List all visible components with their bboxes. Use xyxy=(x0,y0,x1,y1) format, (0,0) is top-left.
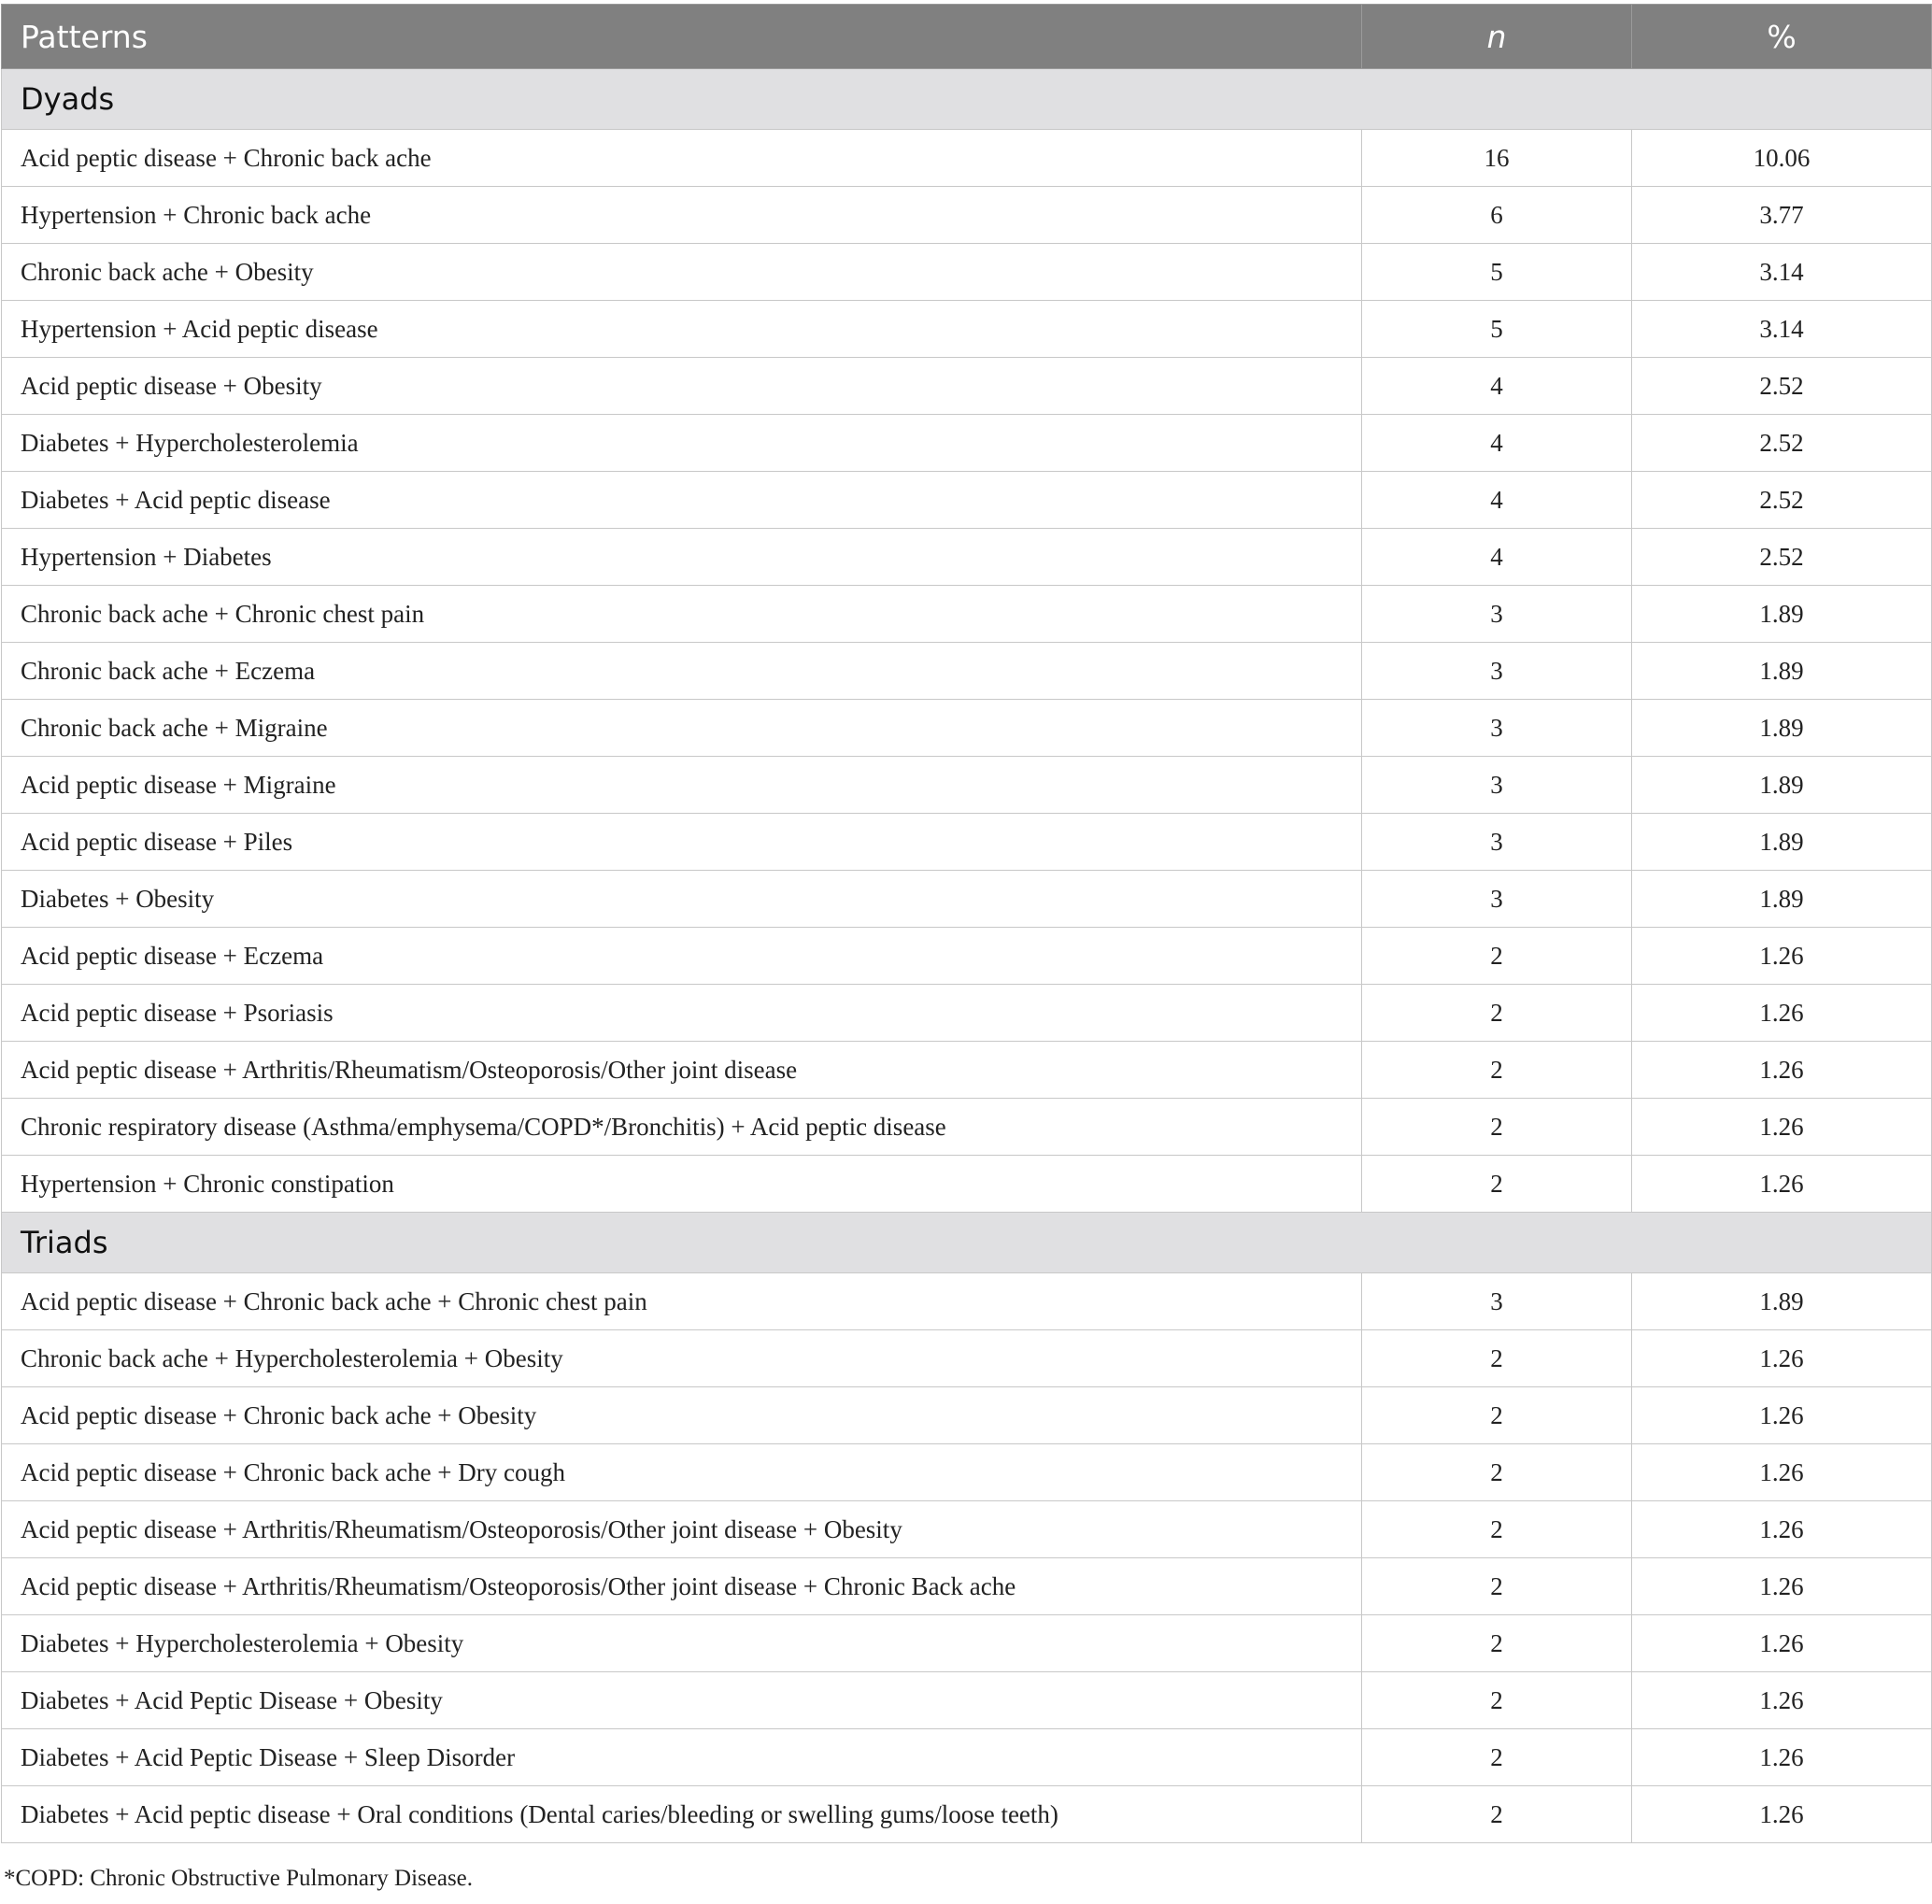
pattern-cell: Acid peptic disease + Arthritis/Rheumatism/Osteoporosis/Other joint disease + Obesity xyxy=(2,1501,1362,1558)
n-cell: 2 xyxy=(1362,1387,1632,1444)
table-row xyxy=(2,415,1932,472)
n-cell: 2 xyxy=(1362,1042,1632,1099)
pattern-cell: Acid peptic disease + Arthritis/Rheumatism/Osteoporosis/Other joint disease xyxy=(2,1042,1362,1099)
table-row xyxy=(2,1729,1932,1786)
table-body xyxy=(2,69,1932,1843)
table-row xyxy=(2,358,1932,415)
pattern-cell: Chronic back ache + Chronic chest pain xyxy=(2,586,1362,643)
n-cell: 3 xyxy=(1362,871,1632,928)
n-cell: 2 xyxy=(1362,1156,1632,1213)
n-cell: 2 xyxy=(1362,1786,1632,1843)
pattern-cell: Diabetes + Hypercholesterolemia xyxy=(2,415,1362,472)
n-cell: 2 xyxy=(1362,1672,1632,1729)
n-cell: 3 xyxy=(1362,643,1632,700)
table-row xyxy=(2,814,1932,871)
pattern-cell: Diabetes + Acid Peptic Disease + Obesity xyxy=(2,1672,1362,1729)
n-cell: 3 xyxy=(1362,700,1632,757)
percent-cell: 1.89 xyxy=(1632,643,1932,700)
percent-cell: 1.26 xyxy=(1632,1615,1932,1672)
pattern-cell: Acid peptic disease + Chronic back ache + Obesity xyxy=(2,1387,1362,1444)
header-row xyxy=(2,5,1932,69)
percent-cell: 1.89 xyxy=(1632,757,1932,814)
percent-cell: 3.14 xyxy=(1632,244,1932,301)
table-container xyxy=(0,4,1932,1843)
pattern-cell: Chronic back ache + Obesity xyxy=(2,244,1362,301)
pattern-cell: Hypertension + Acid peptic disease xyxy=(2,301,1362,358)
table-row xyxy=(2,130,1932,187)
percent-cell: 1.26 xyxy=(1632,1558,1932,1615)
pattern-cell: Diabetes + Acid peptic disease xyxy=(2,472,1362,529)
n-cell: 2 xyxy=(1362,1099,1632,1156)
n-cell: 5 xyxy=(1362,244,1632,301)
table-row xyxy=(2,244,1932,301)
n-cell: 2 xyxy=(1362,928,1632,985)
percent-cell: 1.89 xyxy=(1632,814,1932,871)
pattern-cell: Acid peptic disease + Migraine xyxy=(2,757,1362,814)
percent-cell: 1.89 xyxy=(1632,700,1932,757)
pattern-cell: Acid peptic disease + Obesity xyxy=(2,358,1362,415)
pattern-cell: Hypertension + Chronic constipation xyxy=(2,1156,1362,1213)
table-row xyxy=(2,1156,1932,1213)
n-cell: 4 xyxy=(1362,358,1632,415)
column-header-n: n xyxy=(1362,5,1632,69)
percent-cell: 2.52 xyxy=(1632,358,1932,415)
table-row xyxy=(2,1330,1932,1387)
table-row xyxy=(2,1501,1932,1558)
n-cell: 2 xyxy=(1362,1501,1632,1558)
n-cell: 2 xyxy=(1362,1558,1632,1615)
pattern-cell: Acid peptic disease + Psoriasis xyxy=(2,985,1362,1042)
table-row xyxy=(2,529,1932,586)
pattern-cell: Chronic back ache + Migraine xyxy=(2,700,1362,757)
table-row xyxy=(2,187,1932,244)
n-cell: 6 xyxy=(1362,187,1632,244)
n-cell: 16 xyxy=(1362,130,1632,187)
table-row xyxy=(2,1099,1932,1156)
n-cell: 2 xyxy=(1362,1330,1632,1387)
n-cell: 3 xyxy=(1362,814,1632,871)
table-row xyxy=(2,928,1932,985)
percent-cell: 1.26 xyxy=(1632,1672,1932,1729)
percent-cell: 1.26 xyxy=(1632,1729,1932,1786)
percent-cell: 10.06 xyxy=(1632,130,1932,187)
percent-cell: 3.77 xyxy=(1632,187,1932,244)
pattern-cell: Diabetes + Acid Peptic Disease + Sleep Disorder xyxy=(2,1729,1362,1786)
table-row xyxy=(2,472,1932,529)
table-row xyxy=(2,871,1932,928)
n-cell: 3 xyxy=(1362,1273,1632,1330)
section-title: Triads xyxy=(2,1213,1932,1273)
n-cell: 4 xyxy=(1362,472,1632,529)
table-row xyxy=(2,985,1932,1042)
pattern-cell: Hypertension + Chronic back ache xyxy=(2,187,1362,244)
n-cell: 2 xyxy=(1362,1615,1632,1672)
percent-cell: 3.14 xyxy=(1632,301,1932,358)
percent-cell: 1.26 xyxy=(1632,928,1932,985)
pattern-cell: Hypertension + Diabetes xyxy=(2,529,1362,586)
table-row xyxy=(2,700,1932,757)
table-row xyxy=(2,757,1932,814)
n-cell: 3 xyxy=(1362,757,1632,814)
percent-cell: 1.26 xyxy=(1632,985,1932,1042)
section-title: Dyads xyxy=(2,69,1932,130)
pattern-cell: Chronic back ache + Hypercholesterolemia + Obesity xyxy=(2,1330,1362,1387)
section-row-triads xyxy=(2,1213,1932,1273)
table-row xyxy=(2,1273,1932,1330)
percent-cell: 1.26 xyxy=(1632,1042,1932,1099)
pattern-cell: Diabetes + Hypercholesterolemia + Obesity xyxy=(2,1615,1362,1672)
n-cell: 3 xyxy=(1362,586,1632,643)
percent-cell: 1.26 xyxy=(1632,1099,1932,1156)
column-header-patterns: Patterns xyxy=(2,5,1362,69)
table-row xyxy=(2,1387,1932,1444)
table-row xyxy=(2,1558,1932,1615)
percent-cell: 2.52 xyxy=(1632,415,1932,472)
pattern-cell: Chronic back ache + Eczema xyxy=(2,643,1362,700)
table-row xyxy=(2,1786,1932,1843)
percent-cell: 1.26 xyxy=(1632,1501,1932,1558)
multimorbidity-patterns-table xyxy=(1,4,1932,1843)
footnote: *COPD: Chronic Obstructive Pulmonary Disease. xyxy=(4,1866,474,1891)
percent-cell: 1.26 xyxy=(1632,1786,1932,1843)
percent-cell: 1.26 xyxy=(1632,1387,1932,1444)
table-row xyxy=(2,586,1932,643)
table-header xyxy=(2,5,1932,69)
pattern-cell: Acid peptic disease + Eczema xyxy=(2,928,1362,985)
pattern-cell: Diabetes + Acid peptic disease + Oral conditions (Dental caries/bleeding or swelling gums/loose teeth) xyxy=(2,1786,1362,1843)
percent-cell: 1.26 xyxy=(1632,1444,1932,1501)
pattern-cell: Acid peptic disease + Piles xyxy=(2,814,1362,871)
column-header-percent: % xyxy=(1632,5,1932,69)
pattern-cell: Acid peptic disease + Arthritis/Rheumatism/Osteoporosis/Other joint disease + Chronic Back ache xyxy=(2,1558,1362,1615)
table-row xyxy=(2,1672,1932,1729)
pattern-cell: Chronic respiratory disease (Asthma/emphysema/COPD*/Bronchitis) + Acid peptic disease xyxy=(2,1099,1362,1156)
percent-cell: 1.89 xyxy=(1632,586,1932,643)
n-cell: 5 xyxy=(1362,301,1632,358)
n-cell: 4 xyxy=(1362,415,1632,472)
n-cell: 4 xyxy=(1362,529,1632,586)
table-row xyxy=(2,1615,1932,1672)
table-row xyxy=(2,643,1932,700)
percent-cell: 2.52 xyxy=(1632,472,1932,529)
n-cell: 2 xyxy=(1362,1444,1632,1501)
percent-cell: 1.89 xyxy=(1632,1273,1932,1330)
table-row xyxy=(2,1444,1932,1501)
pattern-cell: Acid peptic disease + Chronic back ache + Chronic chest pain xyxy=(2,1273,1362,1330)
percent-cell: 1.89 xyxy=(1632,871,1932,928)
percent-cell: 1.26 xyxy=(1632,1156,1932,1213)
n-cell: 2 xyxy=(1362,1729,1632,1786)
pattern-cell: Acid peptic disease + Chronic back ache xyxy=(2,130,1362,187)
table-row xyxy=(2,301,1932,358)
percent-cell: 1.26 xyxy=(1632,1330,1932,1387)
table-row xyxy=(2,1042,1932,1099)
percent-cell: 2.52 xyxy=(1632,529,1932,586)
pattern-cell: Diabetes + Obesity xyxy=(2,871,1362,928)
pattern-cell: Acid peptic disease + Chronic back ache + Dry cough xyxy=(2,1444,1362,1501)
n-cell: 2 xyxy=(1362,985,1632,1042)
section-row-dyads xyxy=(2,69,1932,130)
